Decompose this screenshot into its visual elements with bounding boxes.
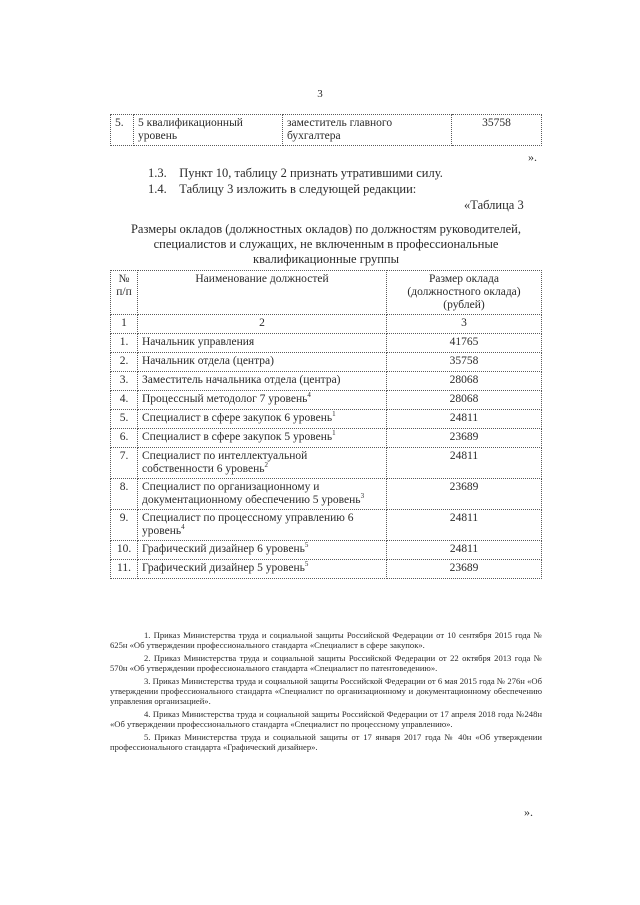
salary-value: 24811: [387, 410, 542, 429]
position-name: [138, 448, 387, 479]
salary-value: 23689: [387, 429, 542, 448]
salary-value: 28068: [387, 391, 542, 410]
position-name: [138, 560, 387, 579]
position-name-text: Заместитель начальника отдела (центра): [142, 374, 341, 386]
position-name: [138, 353, 387, 372]
salary-value: 35758: [387, 353, 542, 372]
row-number: 6.: [111, 429, 138, 448]
position-name-text: Специалист в сфере закупок 6 уровень: [142, 412, 333, 424]
position-name-text: Процессный методолог 7 уровень: [142, 393, 308, 405]
footnote: 2. Приказ Министерства труда и социальной защиты Российской Федерации от 22 октября 2013 года № 570н «Об утверждении профессионального стандарта «Специалист по патентоведению».: [110, 652, 542, 674]
row-number: 5.: [111, 115, 134, 146]
closing-quote-top: ».: [528, 150, 537, 164]
salary-value: 24811: [387, 448, 542, 479]
position-name: [138, 541, 387, 560]
table-row: [111, 560, 542, 579]
footnote-reference: 2: [264, 461, 269, 470]
position-name-text: Специалист по интеллектуальной собственности 6 уровень: [142, 450, 308, 475]
paragraph-1-3: [148, 166, 443, 181]
footnotes: [110, 630, 542, 754]
position-name-text: Специалист по организационному и документационному обеспечению 5 уровень: [142, 481, 361, 506]
position-name: [138, 410, 387, 429]
table-body: [111, 334, 542, 579]
position-name: [138, 429, 387, 448]
position-name: [138, 334, 387, 353]
row-number: 4.: [111, 391, 138, 410]
table-row: [111, 479, 542, 510]
position-name: [138, 510, 387, 541]
top-table: [110, 114, 542, 146]
index-row: [111, 315, 542, 334]
position-name-text: Специалист в сфере закупок 5 уровень: [142, 431, 333, 443]
footnote: 3. Приказ Министерства труда и социальной защиты Российской Федерации от 6 мая 2015 года № 276н «Об утверждении профессионального стандарта «Специалист по организационному и документационному обеспечению управления организацией».: [110, 675, 542, 707]
index-cell: 3: [387, 315, 542, 334]
row-number: 8.: [111, 479, 138, 510]
row-number: 11.: [111, 560, 138, 579]
paragraph-number: 1.4.: [148, 182, 167, 196]
position-name-text: Графический дизайнер 6 уровень: [142, 543, 305, 555]
paragraph-1-4: [148, 182, 416, 197]
footnote-reference: 1: [332, 429, 336, 438]
table-row: [111, 115, 542, 146]
footnote-reference: 4: [181, 523, 185, 532]
index-cell: 1: [111, 315, 138, 334]
table-row: [111, 334, 542, 353]
salary-value: 24811: [387, 541, 542, 560]
footnote: 4. Приказ Министерства труда и социальной защиты Российской Федерации от 17 апреля 2018 года №248н «Об утверждении профессионального стандарта «Специалист по процессному управлению».: [110, 708, 542, 730]
paragraph-text: Таблицу 3 изложить в следующей редакции:: [179, 182, 417, 196]
header-number: № п/п: [111, 271, 138, 315]
position-name: [138, 372, 387, 391]
paragraph-number: 1.3.: [148, 166, 167, 180]
row-number: 1.: [111, 334, 138, 353]
header-row: [111, 271, 542, 315]
qualification-level: 5 квалификационный уровень: [134, 115, 283, 146]
closing-quote-bottom: ».: [524, 805, 533, 819]
footnote: 1. Приказ Министерства труда и социальной защиты Российской Федерации от 10 сентября 2015 года № 625н «Об утверждении профессионального стандарта «Специалист в сфере закупок».: [110, 630, 542, 651]
row-number: 7.: [111, 448, 138, 479]
table-caption: Размеры окладов (должностных окладов) по должностям руководителей, специалистов и служащих, не включенным в профессиональные квалификационные группы: [130, 222, 521, 266]
table-row: [111, 541, 542, 560]
header-salary: Размер оклада (должностного оклада) (рублей): [387, 271, 542, 315]
position-name-text: Специалист по процессному управлению 6 уровень: [142, 512, 354, 537]
position-name: [138, 479, 387, 510]
row-number: 9.: [111, 510, 138, 541]
header-position: Наименование должностей: [138, 271, 387, 315]
table-row: [111, 391, 542, 410]
salary-value: 24811: [387, 510, 542, 541]
row-number: 3.: [111, 372, 138, 391]
row-number: 10.: [111, 541, 138, 560]
position-name-text: Начальник управления: [142, 336, 255, 348]
salary-value: 28068: [387, 372, 542, 391]
table-label: «Таблица 3: [464, 198, 524, 212]
footnote-reference: 5: [304, 541, 309, 550]
salary-value: 23689: [387, 479, 542, 510]
table-row: [111, 372, 542, 391]
footnote: 5. Приказ Министерства труда и социальной защиты от 17 января 2017 года № 40н «Об утверждении профессионального стандарта «Графический дизайнер».: [110, 731, 542, 753]
position-name-text: Начальник отдела (центра): [142, 355, 274, 367]
paragraph-text: Пункт 10, таблицу 2 признать утратившими силу.: [179, 166, 443, 180]
salary-table: [110, 270, 542, 579]
footnote-reference: 5: [304, 560, 309, 569]
position-name: [138, 391, 387, 410]
index-cell: 2: [138, 315, 387, 334]
table-row: [111, 510, 542, 541]
footnote-reference: 1: [332, 410, 336, 419]
row-number: 5.: [111, 410, 138, 429]
salary-value: 41765: [387, 334, 542, 353]
row-number: 2.: [111, 353, 138, 372]
salary-value: 23689: [387, 560, 542, 579]
table-row: [111, 353, 542, 372]
position-name-text: Графический дизайнер 5 уровень: [142, 562, 305, 574]
salary-value: 35758: [452, 115, 542, 146]
position-name: заместитель главного бухгалтера: [283, 115, 452, 146]
footnote-reference: 4: [307, 391, 311, 400]
table-row: [111, 448, 542, 479]
table-row: [111, 410, 542, 429]
table-row: [111, 429, 542, 448]
page-number: 3: [317, 88, 323, 100]
footnote-reference: 3: [360, 492, 365, 501]
